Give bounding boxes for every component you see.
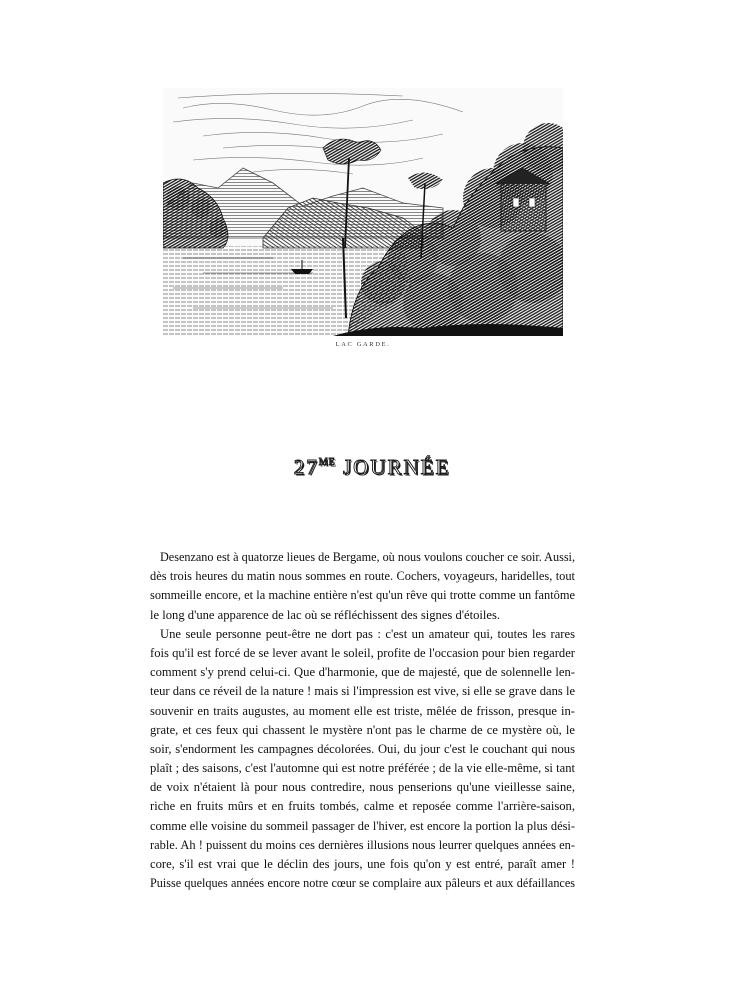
text-line: riche en fruits mûrs et en fruits tombés, calme et reposée comme l'arrière-saison,: [150, 799, 575, 814]
text-line: comme elle voisine du sommeil passager de l'hiver, est encore la portion la plus dési-: [150, 818, 575, 833]
chapter-title: [0, 455, 744, 480]
text-line: fois qu'il est forcé de se lever avant le soleil, profite de l'occasion pour bien regarder: [150, 645, 575, 660]
text-line: grate, et ces feux qui chassent le mystère n'ont pas le charme de ce mystère où, le: [150, 722, 575, 737]
body-text: [150, 548, 575, 893]
text-line: de voix n'étaient là pour nous contredire, nous penserions qu'une vieillesse saine,: [150, 780, 575, 795]
paragraph: [150, 548, 575, 625]
lake-engraving-illustration: [163, 88, 563, 336]
text-line: comment s'y prend celui-ci. Que d'harmonie, que de majesté, que de solennelle len-: [150, 665, 575, 680]
text-line: core, s'il est vrai que le déclin des jours, une fois qu'on y est entré, paraît amer !: [150, 857, 575, 871]
paragraph: [150, 625, 575, 894]
lake-engraving-drawing: [163, 88, 563, 336]
chapter-title-number: 27: [293, 455, 319, 479]
chapter-title-word: JOURNÉE: [335, 455, 451, 479]
text-line: Desenzano est à quatorze lieues de Bergame, où nous voulons coucher ce soir. Aussi,: [160, 550, 575, 564]
text-line: sommeille encore, et la machine entière n'est qu'un rêve qui trotte comme un fantôme: [150, 588, 575, 603]
text-line: teur dans ce réveil de la nature ! mais si l'impression est vive, si elle se grave dans le: [150, 684, 576, 699]
text-line: souvenir en traits augustes, au moment elle est triste, mêlée de frisson, presque in-: [150, 703, 575, 718]
text-line: Puisse quelques années encore notre cœur se complaire aux pâleurs et aux défaillances: [150, 876, 575, 891]
text-line: le long d'une apparence de lac où se réfléchissent des signes d'étoiles.: [150, 607, 501, 622]
text-line: rable. Ah ! puissent du moins ces dernières illusions nous leurrer quelques années en-: [150, 837, 575, 852]
text-line: plaît ; des saisons, c'est l'automne qui est notre préférée ; de la vie elle-même, si tant: [150, 761, 575, 776]
text-line: soir, s'endorment les campagnes décolorées. Oui, du jour c'est le couchant qui nous: [150, 741, 575, 756]
text-line: Une seule personne peut-être ne dort pas : c'est un amateur qui, toutes les rares: [160, 626, 575, 641]
text-line: dès trois heures du matin nous sommes en route. Cochers, voyageurs, haridelles, tout: [150, 569, 575, 584]
chapter-title-suffix: ME: [318, 457, 336, 468]
illustration-caption: LAC GARDE.: [335, 341, 391, 348]
